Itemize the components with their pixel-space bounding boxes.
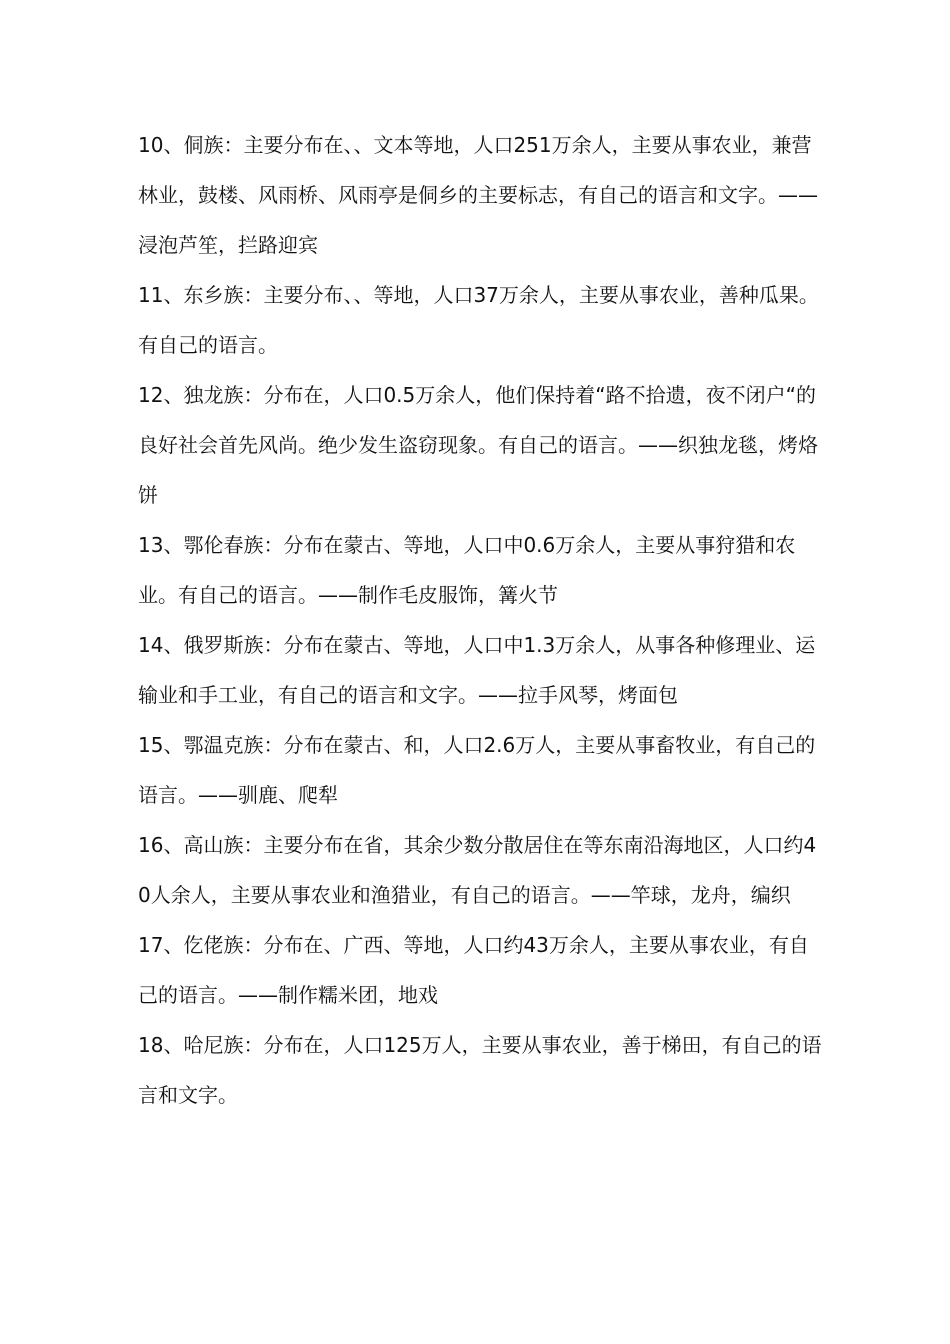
entry-russian: 14、俄罗斯族：分布在蒙古、等地，人口中1.3万余人，从事各种修理业、运输业和手工业，有自己的语言和文字。——拉手风琴，烤面包 <box>138 633 816 707</box>
entry-ewenki: 15、鄂温克族：分布在蒙古、和，人口2.6万人，主要从事畜牧业，有自己的语言。——驯鹿、爬犁 <box>138 733 816 807</box>
document-body <box>138 120 828 1120</box>
entry-dong: 10、侗族：主要分布在、、文本等地，人口251万余人，主要从事农业，兼营林业，鼓楼、风雨桥、风雨亭是侗乡的主要标志，有自己的语言和文字。——浸泡芦笙，拦路迎宾 <box>138 133 818 257</box>
entry-gaoshan: 16、高山族：主要分布在省，其余少数分散居住在等东南沿海地区，人口约40人余人，主要从事农业和渔猎业，有自己的语言。——竿球，龙舟，编织 <box>138 833 817 907</box>
entry-oroqen: 13、鄂伦春族：分布在蒙古、等地，人口中0.6万余人，主要从事狩猎和农业。有自己的语言。——制作毛皮服饰，篝火节 <box>138 533 796 607</box>
entry-hani: 18、哈尼族：分布在，人口125万人，主要从事农业，善于梯田，有自己的语言和文字。 <box>138 1033 822 1107</box>
entry-gelao: 17、仡佬族：分布在、广西、等地，人口约43万余人，主要从事农业，有自己的语言。——制作糯米团，地戏 <box>138 933 809 1007</box>
entry-dulong: 12、独龙族：分布在，人口0.5万余人，他们保持着“路不拾遗，夜不闭户“的良好社会首先风尚。绝少发生盗窃现象。有自己的语言。——织独龙毯，烤烙饼 <box>138 383 818 507</box>
entry-dongxiang: 11、东乡族：主要分布、、等地，人口37万余人，主要从事农业，善种瓜果。有自己的语言。 <box>138 283 819 357</box>
